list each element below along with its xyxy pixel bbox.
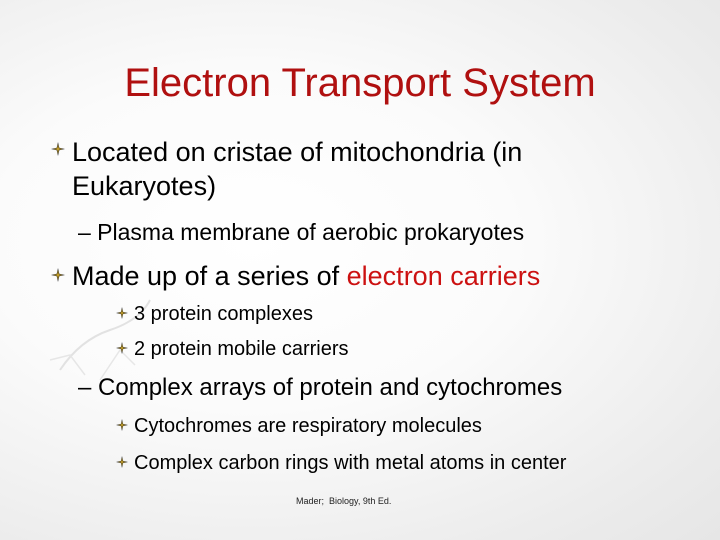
sub-3-item-2: Complex carbon rings with metal atoms in center [134,452,567,474]
sparkle-bullet-icon [51,268,65,282]
sparkle-bullet-icon [116,342,128,354]
bullet-1-line-2: Eukaryotes) [72,171,217,201]
bullet-2-highlight: electron carriers [346,261,541,291]
sub-bullet-3: – Complex arrays of protein and cytochromes [78,374,563,401]
slide-title: Electron Transport System [124,61,596,105]
sparkle-bullet-icon [116,307,128,319]
sub-2-item-1: 3 protein complexes [134,303,313,325]
sub-2-item-2: 2 protein mobile carriers [134,338,349,360]
sparkle-bullet-icon [116,456,128,468]
sub-bullet-1: – Plasma membrane of aerobic prokaryotes [78,219,525,245]
sub-3-item-1: Cytochromes are respiratory molecules [134,415,482,437]
bullet-2 [72,260,540,292]
sparkle-bullet-icon [51,142,65,156]
sparkle-bullet-icon [116,419,128,431]
bullet-2-text: Made up of a series of [72,261,347,291]
footer-citation: Mader; Biology, 9th Ed. [296,496,392,506]
bullet-1-line-1: Located on cristae of mitochondria (in [72,137,523,167]
